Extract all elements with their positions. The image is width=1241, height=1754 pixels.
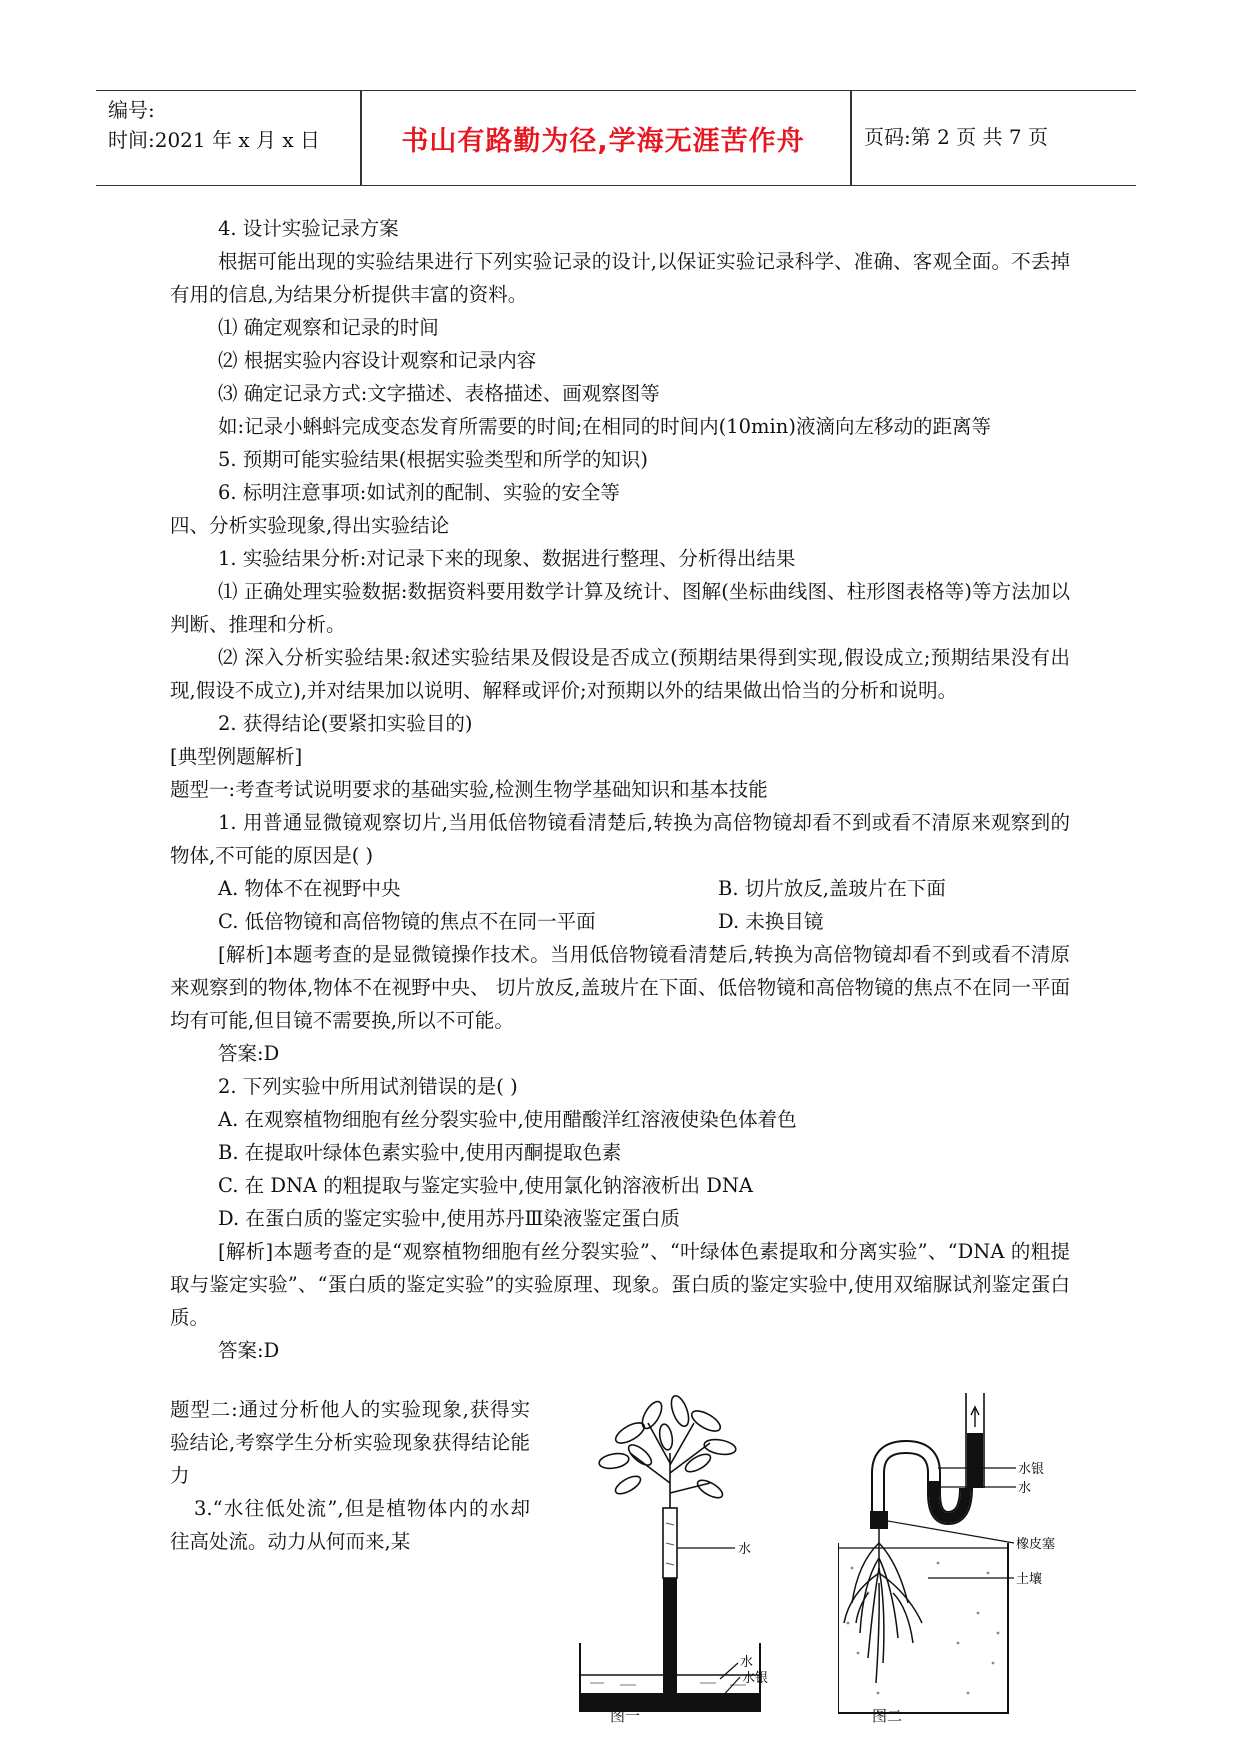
option-c: C. 在 DNA 的粗提取与鉴定实验中,使用氯化钠溶液析出 DNA bbox=[218, 1174, 753, 1197]
figure-2-illustration bbox=[838, 1393, 1068, 1723]
list-item: ⑴ 正确处理实验数据:数据资料要用数学计算及统计、图解(坐标曲线图、柱形图表格等)等方法加以判断、推理和分析。 bbox=[170, 580, 1070, 636]
section-4-example: 如:记录小蝌蚪完成变态发育所需要的时间;在相同的时间内(10min)液滴向左移动的距离等 bbox=[218, 415, 991, 438]
header-divider bbox=[850, 91, 852, 185]
option-d: D. 在蛋白质的鉴定实验中,使用苏丹Ⅲ染液鉴定蛋白质 bbox=[218, 1207, 680, 1230]
fig1-label-water: 水 bbox=[740, 1655, 754, 1670]
figure-1-caption: 图一 bbox=[610, 1707, 641, 1725]
fig1-label-water-top: 水 bbox=[738, 1542, 752, 1557]
number-label: 编号: bbox=[108, 98, 155, 122]
option-a: A. 物体不在视野中央 bbox=[218, 877, 401, 900]
figure-1-illustration bbox=[570, 1393, 790, 1723]
fig2-label-mercury: 水银 bbox=[1018, 1462, 1045, 1477]
list-item: ⑴ 确定观察和记录的时间 bbox=[218, 316, 439, 339]
question-2: 2. 下列实验中所用试剂错误的是( ) bbox=[218, 1075, 518, 1098]
question-1-answer: 答案:D bbox=[218, 1042, 280, 1065]
analysis-item-1: 1. 实验结果分析:对记录下来的现象、数据进行整理、分析得出结果 bbox=[218, 547, 796, 570]
analysis-item-2: 2. 获得结论(要紧扣实验目的) bbox=[218, 712, 473, 735]
list-item: ⑵ 深入分析实验结果:叙述实验结果及假设是否成立(预期结果得到实现,假设成立;预期结果没有出现,假设不成立),并对结果加以说明、解释或评价;对预期以外的结果做出恰当的分析和说明。 bbox=[170, 646, 1070, 702]
examples-heading: [典型例题解析] bbox=[170, 745, 303, 768]
question-type-1: 题型一:考查考试说明要求的基础实验,检测生物学基础知识和基本技能 bbox=[170, 778, 768, 801]
header-left-cell bbox=[108, 95, 320, 155]
option-d: D. 未换目镜 bbox=[718, 910, 824, 933]
section-four-heading: 四、分析实验现象,得出实验结论 bbox=[170, 514, 450, 537]
figure-1 bbox=[570, 1393, 790, 1723]
question-3-section bbox=[170, 1393, 1070, 1723]
option-c: C. 低倍物镜和高倍物镜的焦点不在同一平面 bbox=[218, 910, 596, 933]
figure-2-caption: 图二 bbox=[872, 1707, 903, 1725]
question-2-answer: 答案:D bbox=[218, 1339, 280, 1362]
question-1: 1. 用普通显微镜观察切片,当用低倍物镜看清楚后,转换为高倍物镜却看不到或看不清原来观察到的物体,不可能的原因是( ) bbox=[170, 811, 1070, 867]
fig1-label-mercury: 水银 bbox=[742, 1671, 769, 1686]
list-item: ⑵ 根据实验内容设计观察和记录内容 bbox=[218, 349, 537, 372]
question-1-analysis: [解析]本题考查的是显微镜操作技术。当用低倍物镜看清楚后,转换为高倍物镜却看不到或看不清原来观察到的物体,物体不在视野中央、 切片放反,盖玻片在下面、低倍物镜和高倍物镜的焦点不在同一平面均有可能,但目镜不需要换,所以不可能。 bbox=[170, 943, 1070, 1032]
section-5-title: 5. 预期可能实验结果(根据实验类型和所学的知识) bbox=[218, 448, 649, 471]
fig2-label-soil: 土壤 bbox=[1016, 1572, 1043, 1587]
section-4-intro: 根据可能出现的实验结果进行下列实验记录的设计,以保证实验记录科学、准确、客观全面。不丢掉有用的信息,为结果分析提供丰富的资料。 bbox=[170, 250, 1070, 306]
fig2-label-rubber: 橡皮塞 bbox=[1016, 1537, 1056, 1552]
time-label: 时间:2021 年 x 月 x 日 bbox=[108, 128, 320, 152]
question-2-analysis: [解析]本题考查的是“观察植物细胞有丝分裂实验”、“叶绿体色素提取和分离实验”、“DNA 的粗提取与鉴定实验”、“蛋白质的鉴定实验”的实验原理、现象。蛋白质的鉴定实验中,使用双缩脲试剂鉴定蛋白质。 bbox=[170, 1240, 1070, 1329]
question-1-options-row bbox=[170, 872, 1070, 905]
section-6-title: 6. 标明注意事项:如试剂的配制、实验的安全等 bbox=[218, 481, 620, 504]
question-3: 3.“水往低处流”,但是植物体内的水却往高处流。动力从何而来,某 bbox=[170, 1497, 530, 1553]
option-b: B. 切片放反,盖玻片在下面 bbox=[718, 877, 946, 900]
document-body bbox=[170, 212, 1070, 1367]
header-table bbox=[96, 90, 1136, 186]
page-info: 页码:第 2 页 共 7 页 bbox=[864, 125, 1048, 149]
header-motto: 书山有路勤为径,学海无涯苦作舟 bbox=[401, 126, 805, 157]
option-a: A. 在观察植物细胞有丝分裂实验中,使用醋酸洋红溶液使染色体着色 bbox=[218, 1108, 797, 1131]
section-4-title: 4. 设计实验记录方案 bbox=[218, 217, 399, 240]
figure-2 bbox=[838, 1393, 1068, 1723]
question-type-2: 题型二:通过分析他人的实验现象,获得实验结论,考察学生分析实验现象获得结论能力 bbox=[170, 1398, 530, 1487]
question-3-text bbox=[170, 1393, 530, 1558]
list-item: ⑶ 确定记录方式:文字描述、表格描述、画观察图等 bbox=[218, 382, 660, 405]
option-b: B. 在提取叶绿体色素实验中,使用丙酮提取色素 bbox=[218, 1141, 622, 1164]
fig2-label-water: 水 bbox=[1018, 1481, 1032, 1496]
question-1-options-row bbox=[170, 905, 1070, 938]
